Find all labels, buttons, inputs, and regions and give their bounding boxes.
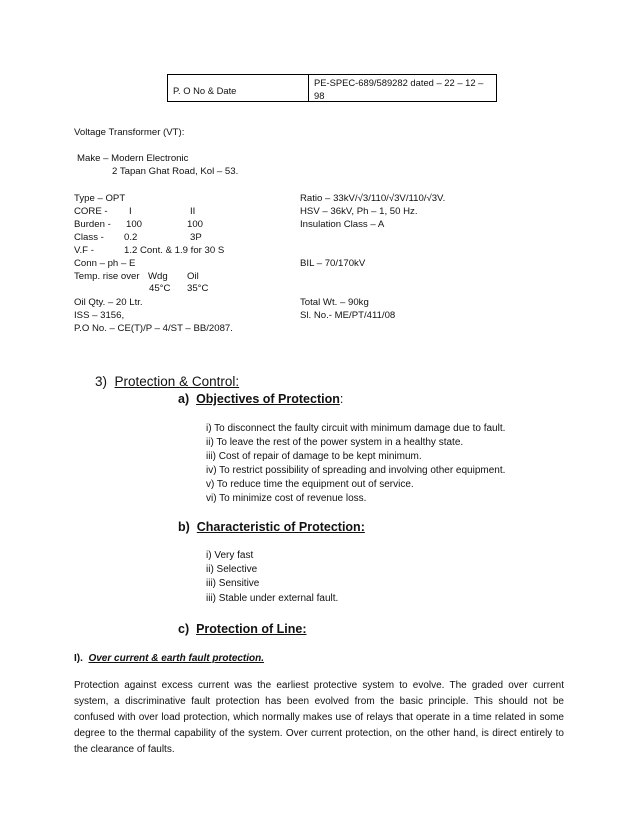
objective-item: i) To disconnect the faulty circuit with minimum damage due to fault. xyxy=(206,423,506,434)
subsection-b-heading xyxy=(178,520,365,534)
vt-iss: ISS – 3156, xyxy=(74,310,125,321)
vt-class-label: Class - xyxy=(74,232,104,243)
vt-bil: BIL – 70/170kV xyxy=(300,258,366,269)
subsection-c-label: c) xyxy=(178,622,190,636)
vt-temp-oil: Oil xyxy=(187,271,199,282)
vt-po-no: P.O No. – CE(T)/P – 4/ST – BB/2087. xyxy=(74,323,233,334)
vt-insulation: Insulation Class – A xyxy=(300,219,385,230)
vt-ratio: Ratio – 33kV/√3/110/√3V/110/√3V. xyxy=(300,193,446,204)
vt-vf-label: V.F - xyxy=(74,245,94,256)
vt-temp-oil-val: 35°C xyxy=(187,283,209,294)
po-table xyxy=(167,74,497,102)
vt-conn: Conn – ph – E xyxy=(74,258,136,269)
vt-core-1: I xyxy=(129,206,132,217)
subsection-c-title: Protection of Line: xyxy=(196,622,307,636)
vt-class-2: 3P xyxy=(190,232,202,243)
objective-item: v) To reduce time the equipment out of service. xyxy=(206,479,414,490)
objective-item: ii) To leave the rest of the power system in a healthy state. xyxy=(206,437,464,448)
characteristic-item: ii) Selective xyxy=(206,564,258,575)
vt-burden-1: 100 xyxy=(126,219,143,230)
oc-paragraph: Protection against excess current was the earliest protective system to evolve. The graded over current system, a discriminative fault protection has been evolved from the basic principle. This should not be confused with over load protection, which normally makes use of relays that operate in a time related in some degree to the thermal capability of the system. Over current protection, on the other hand, is direct entirely to the clearance of faults. xyxy=(74,680,564,755)
subsection-c-heading xyxy=(178,622,307,636)
vt-burden-label: Burden - xyxy=(74,219,111,230)
po-label-cell: P. O No & Date xyxy=(168,75,309,101)
vt-hsv: HSV – 36kV, Ph – 1, 50 Hz. xyxy=(300,206,418,217)
vt-temp-label: Temp. rise over xyxy=(74,271,140,282)
objective-item: vi) To minimize cost of revenue loss. xyxy=(206,493,367,504)
vt-oil-qty: Oil Qty. – 20 Ltr. xyxy=(74,297,143,308)
section3-heading xyxy=(95,374,239,389)
vt-vf-value: 1.2 Cont. & 1.9 for 30 S xyxy=(124,245,225,256)
oc-heading xyxy=(74,653,264,664)
vt-type: Type – OPT xyxy=(74,193,126,204)
vt-heading: Voltage Transformer (VT): xyxy=(74,127,185,138)
objective-item: iii) Cost of repair of damage to be kept minimum. xyxy=(206,451,422,462)
vt-class-1: 0.2 xyxy=(124,232,138,243)
subsection-b-title: Characteristic of Protection: xyxy=(196,520,365,534)
subsection-b-label: b) xyxy=(178,520,190,534)
characteristic-item: i) Very fast xyxy=(206,550,254,561)
vt-sl-no: Sl. No.- ME/PT/411/08 xyxy=(300,310,396,321)
characteristic-item: iii) Stable under external fault. xyxy=(206,593,339,604)
subsection-a-colon: : xyxy=(339,392,344,406)
oc-title: Over current & earth fault protection. xyxy=(88,653,265,664)
characteristic-item: iii) Sensitive xyxy=(206,578,260,589)
vt-make: Make – Modern Electronic xyxy=(77,153,189,164)
objective-item: iv) To restrict possibility of spreading and involving other equipment. xyxy=(206,465,506,476)
section3-number: 3) xyxy=(95,374,108,389)
vt-temp-wdg-val: 45°C xyxy=(149,283,171,294)
vt-address: 2 Tapan Ghat Road, Kol – 53. xyxy=(112,166,239,177)
subsection-a-heading xyxy=(178,392,343,406)
vt-total-wt: Total Wt. – 90kg xyxy=(300,297,369,308)
po-value-cell: PE-SPEC-689/589282 dated – 22 – 12 – 98 xyxy=(314,77,484,101)
section3-title: Protection & Control: xyxy=(114,374,240,389)
subsection-a-title: Objectives of Protection xyxy=(196,392,340,406)
vt-core-2: II xyxy=(190,206,196,217)
vt-core-label: CORE - xyxy=(74,206,108,217)
vt-burden-2: 100 xyxy=(187,219,204,230)
vt-temp-wdg: Wdg xyxy=(148,271,168,282)
oc-label: I). xyxy=(74,653,83,664)
subsection-a-label: a) xyxy=(178,392,190,406)
